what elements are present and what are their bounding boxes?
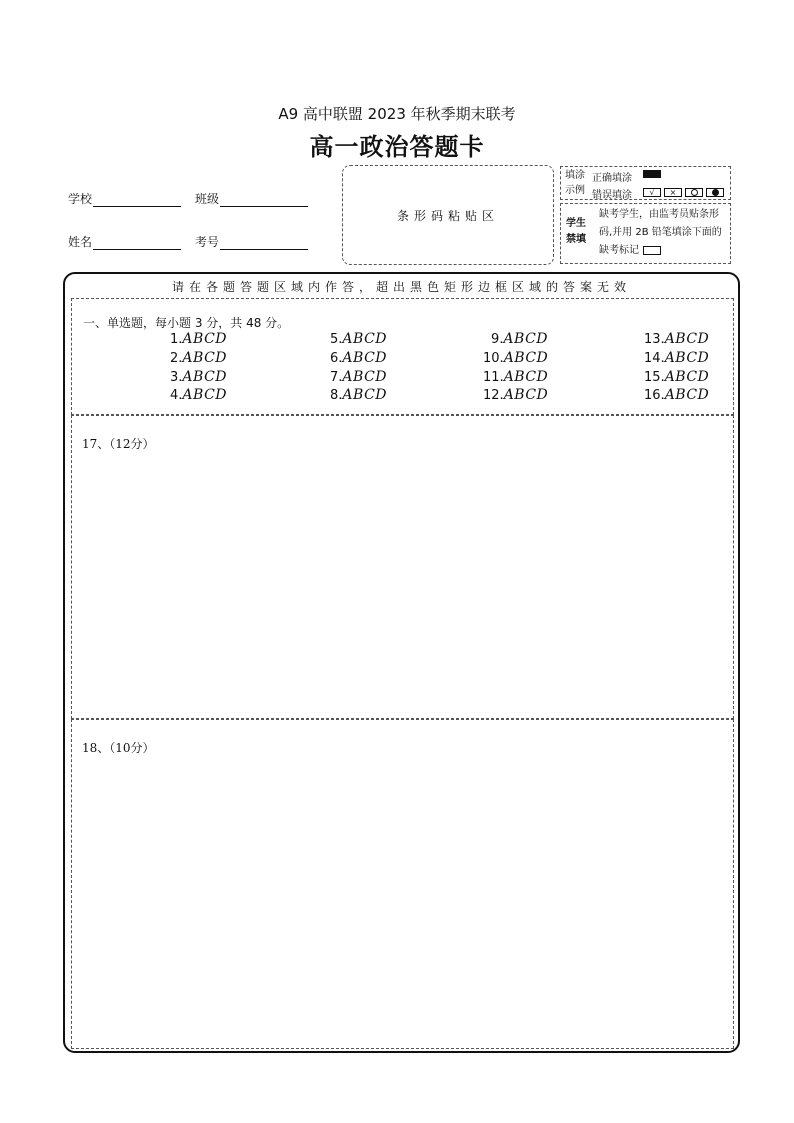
question-12[interactable]: 12.ABCD xyxy=(483,387,549,403)
exam-title: A9 高中联盟 2023 年秋季期末联考 xyxy=(278,105,516,123)
fill-example-label-top: 填涂 xyxy=(565,170,585,181)
wrong-fill-text: 错误填涂 xyxy=(592,190,632,201)
school-field[interactable] xyxy=(68,190,181,207)
question-13[interactable]: 13.ABCD xyxy=(644,331,710,347)
correct-fill-text: 正确填涂 xyxy=(592,173,632,184)
answer-sheet-title: 高一政治答题卡 xyxy=(309,133,485,161)
question-9[interactable]: 9.ABCD xyxy=(491,331,549,347)
answer-notice: 请在各题答题区域内作答，超出黑色矩形边框区域的答案无效 xyxy=(171,280,631,294)
absent-mark-box[interactable] xyxy=(643,246,661,255)
question-1[interactable]: 1.ABCD xyxy=(170,331,228,347)
question-17-title: 17、（12分） xyxy=(82,437,155,451)
question-10[interactable]: 10.ABCD xyxy=(483,350,549,366)
question-17-area[interactable] xyxy=(71,415,734,719)
question-4[interactable]: 4.ABCD xyxy=(170,387,228,403)
name-line[interactable] xyxy=(93,238,181,250)
question-2[interactable]: 2.ABCD xyxy=(170,350,228,366)
barcode-label: 条形码粘贴区 xyxy=(396,208,499,223)
barcode-area xyxy=(342,165,554,265)
question-6[interactable]: 6.ABCD xyxy=(330,350,388,366)
class-label: 班级 xyxy=(195,192,220,206)
absent-instructions: 缺考学生，由监考员贴条形码,并用 2B 铅笔填涂下面的缺考标记 xyxy=(599,209,722,256)
exam-number-field[interactable] xyxy=(195,233,308,250)
filled-circle-mark-icon xyxy=(706,188,724,197)
absent-label: 学生 禁填 xyxy=(566,218,586,245)
single-choice-title: 一、单选题，每小题 3 分，共 48 分。 xyxy=(83,316,290,330)
wrong-fill-marks xyxy=(643,188,724,197)
circle-mark-icon xyxy=(685,188,703,197)
question-7[interactable]: 7.ABCD xyxy=(330,369,388,385)
name-field[interactable] xyxy=(68,233,181,250)
correct-fill-mark xyxy=(643,170,661,178)
exam-number-label: 考号 xyxy=(195,235,220,249)
absent-box xyxy=(560,203,731,264)
fill-example-label-bottom: 示例 xyxy=(565,185,585,196)
name-label: 姓名 xyxy=(68,235,93,249)
question-11[interactable]: 11.ABCD xyxy=(483,369,549,385)
single-choice-section xyxy=(71,298,734,415)
cross-mark-icon: × xyxy=(664,188,682,197)
class-line[interactable] xyxy=(220,195,308,207)
question-14[interactable]: 14.ABCD xyxy=(644,350,710,366)
question-18-title: 18、（10分） xyxy=(82,741,155,755)
exam-number-line[interactable] xyxy=(220,238,308,250)
fill-example-box xyxy=(560,166,731,200)
question-15[interactable]: 15.ABCD xyxy=(644,369,710,385)
school-line[interactable] xyxy=(93,195,181,207)
question-8[interactable]: 8.ABCD xyxy=(330,387,388,403)
question-18-area[interactable] xyxy=(71,719,734,1049)
answer-frame xyxy=(63,272,740,1053)
question-3[interactable]: 3.ABCD xyxy=(170,369,228,385)
class-field[interactable] xyxy=(195,190,308,207)
question-5[interactable]: 5.ABCD xyxy=(330,331,388,347)
question-16[interactable]: 16.ABCD xyxy=(644,387,710,403)
check-mark-icon: √ xyxy=(643,188,661,197)
school-label: 学校 xyxy=(68,192,93,206)
